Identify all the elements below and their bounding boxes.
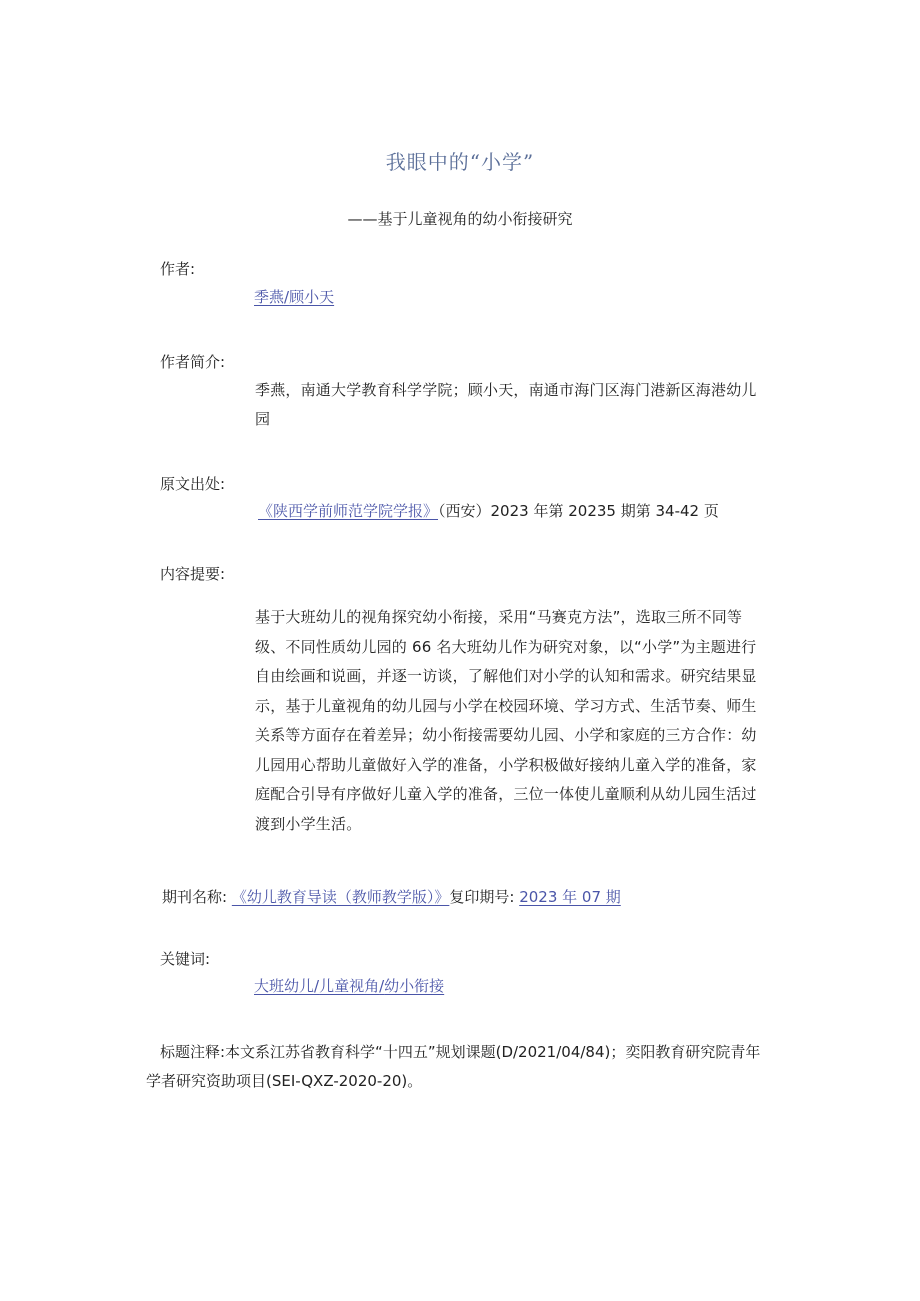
keyword-separator-0: / bbox=[314, 977, 320, 995]
author-separator: / bbox=[284, 288, 290, 306]
author-link-1[interactable]: 顾小天 bbox=[289, 288, 335, 306]
page-title: 我眼中的“小学” bbox=[385, 150, 535, 174]
periodical-label: 期刊名称: bbox=[162, 888, 228, 906]
abstract-text: 基于大班幼儿的视角探究幼小衔接，采用“马赛克方法”，选取三所不同等级、不同性质幼儿园的 66 名大班幼儿作为研究对象，以“小学”为主题进行自由绘画和说画，并逐一访谈，了解他们对小学的认知和需求。研究结果显示，基于儿童视角的幼儿园与小学在校园环境、学习方式、生活节奏、师生关系等方面存在着差异；幼小衔接需要幼儿园、小学和家庭的三方合作：幼儿园用心帮助儿童做好入学的准备，小学积极做好接纳儿童入学的准备，家庭配合引导有序做好儿童入学的准备，三位一体使儿童顺利从幼儿园生活过渡到小学生活。 bbox=[255, 608, 757, 833]
source-label: 原文出处: bbox=[160, 475, 226, 493]
periodical-link[interactable]: 《幼儿教育导读（教师教学版）》 bbox=[231, 888, 450, 906]
keyword-link-1[interactable]: 儿童视角 bbox=[319, 977, 380, 995]
source-line bbox=[258, 500, 719, 521]
keyword-link-0[interactable]: 大班幼儿 bbox=[254, 977, 315, 995]
keywords-links bbox=[254, 975, 444, 996]
keyword-separator-1: / bbox=[379, 977, 385, 995]
source-details: （西安）2023 年第 20235 期第 34-42 页 bbox=[438, 502, 719, 520]
keywords-label: 关键词: bbox=[160, 950, 211, 968]
author-link-0[interactable]: 季燕 bbox=[254, 288, 285, 306]
reprint-label: 复印期号: bbox=[449, 888, 515, 906]
authors-label: 作者: bbox=[160, 260, 196, 278]
reprint-issue-link[interactable]: 2023 年 07 期 bbox=[519, 888, 621, 906]
periodical-line bbox=[162, 886, 621, 907]
author-bio: 季燕，南通大学教育科学学院；顾小天，南通市海门区海门港新区海港幼儿园 bbox=[255, 381, 757, 428]
page-subtitle: ——基于儿童视角的幼小衔接研究 bbox=[347, 210, 573, 228]
bio-label: 作者简介: bbox=[160, 353, 226, 371]
title-note: 标题注释:本文系江苏省教育科学“十四五”规划课题(D/2021/04/84)；奕阳教育研究院青年学者研究资助项目(SEI-QXZ-2020-20)。 bbox=[146, 1043, 761, 1090]
authors-links bbox=[254, 286, 334, 307]
source-journal-link[interactable]: 《陕西学前师范学院学报》 bbox=[258, 502, 439, 520]
keyword-link-2[interactable]: 幼小衔接 bbox=[384, 977, 445, 995]
abstract-label: 内容提要: bbox=[160, 565, 226, 583]
